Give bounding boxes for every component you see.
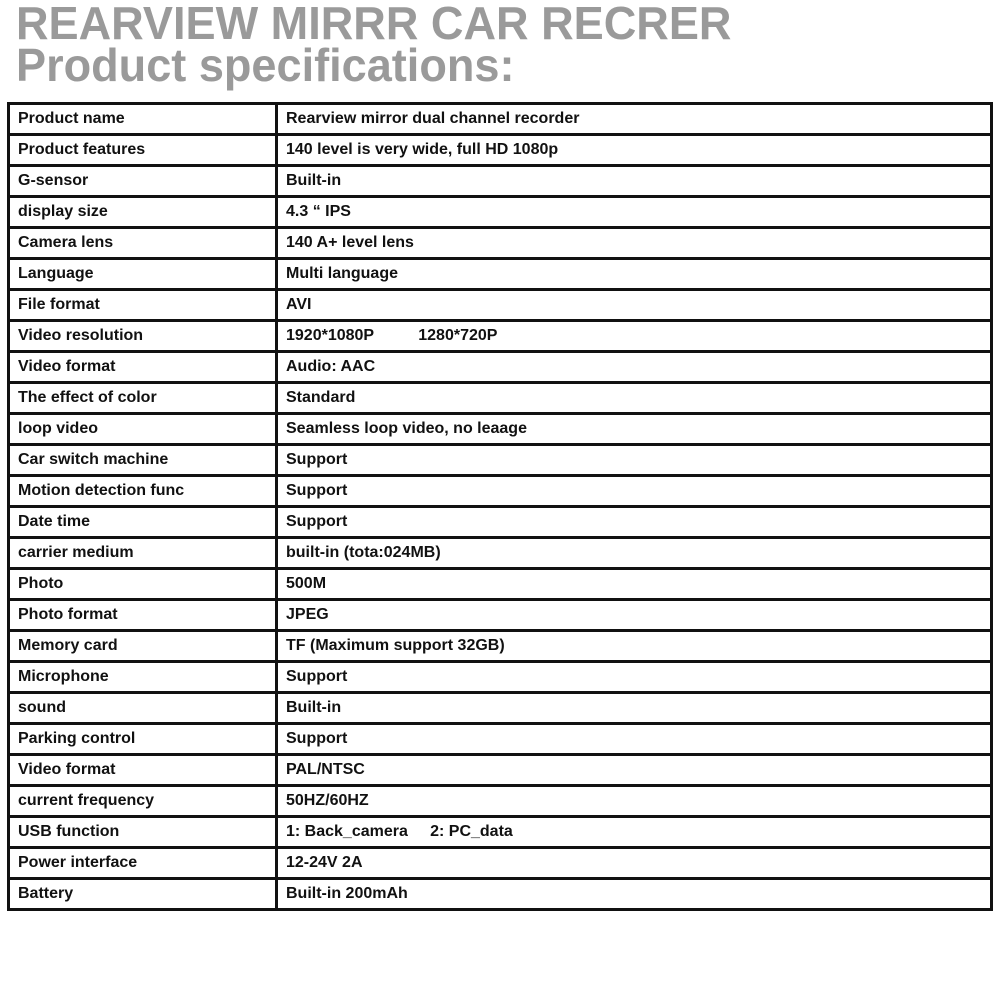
spec-row [9,569,992,600]
spec-value: Standard [277,383,992,414]
spec-value: Rearview mirror dual channel recorder [277,104,992,135]
spec-value: Support [277,445,992,476]
spec-value: 1920*1080P 1280*720P [277,321,992,352]
spec-value: Built-in [277,166,992,197]
spec-label: Car switch machine [9,445,277,476]
spec-value: Support [277,507,992,538]
spec-label: current frequency [9,786,277,817]
spec-label: Product features [9,135,277,166]
spec-value: Support [277,476,992,507]
spec-label: carrier medium [9,538,277,569]
spec-value: 140 A+ level lens [277,228,992,259]
spec-row [9,786,992,817]
spec-row [9,693,992,724]
spec-value: 1: Back_camera 2: PC_data [277,817,992,848]
spec-row [9,104,992,135]
spec-row [9,321,992,352]
spec-row [9,724,992,755]
spec-label: Photo format [9,600,277,631]
spec-row [9,631,992,662]
spec-label: Camera lens [9,228,277,259]
specs-heading: Product specifications: [16,39,515,91]
spec-row [9,135,992,166]
spec-label: Motion detection func [9,476,277,507]
spec-label: Battery [9,879,277,910]
spec-value: PAL/NTSC [277,755,992,786]
spec-label: Date time [9,507,277,538]
spec-label: display size [9,197,277,228]
spec-row [9,445,992,476]
spec-label: Memory card [9,631,277,662]
spec-row [9,848,992,879]
spec-value: built-in (tota:024MB) [277,538,992,569]
spec-value: Support [277,724,992,755]
spec-row [9,600,992,631]
product-title: REARVIEW MIRRR CAR RECRER [16,0,732,49]
spec-row [9,662,992,693]
spec-row [9,259,992,290]
spec-label: USB function [9,817,277,848]
spec-value: 140 level is very wide, full HD 1080p [277,135,992,166]
spec-value: JPEG [277,600,992,631]
spec-row [9,538,992,569]
spec-label: Photo [9,569,277,600]
spec-label: G-sensor [9,166,277,197]
spec-label: Power interface [9,848,277,879]
spec-label: Microphone [9,662,277,693]
spec-value: Built-in [277,693,992,724]
spec-row [9,197,992,228]
spec-value: Multi language [277,259,992,290]
spec-table-body [9,104,992,910]
spec-label: Video format [9,352,277,383]
spec-value: Support [277,662,992,693]
spec-row [9,817,992,848]
spec-row [9,476,992,507]
spec-value: 50HZ/60HZ [277,786,992,817]
spec-value: Built-in 200mAh [277,879,992,910]
spec-label: loop video [9,414,277,445]
spec-label: Video format [9,755,277,786]
spec-value: Seamless loop video, no leaage [277,414,992,445]
spec-value: TF (Maximum support 32GB) [277,631,992,662]
spec-value: 4.3 “ IPS [277,197,992,228]
spec-table [7,102,993,911]
spec-row [9,290,992,321]
spec-row [9,228,992,259]
spec-row [9,352,992,383]
spec-value: 500M [277,569,992,600]
spec-row [9,879,992,910]
spec-row [9,507,992,538]
spec-value: AVI [277,290,992,321]
spec-row [9,383,992,414]
spec-label: Product name [9,104,277,135]
spec-value: 12-24V 2A [277,848,992,879]
spec-label: Language [9,259,277,290]
spec-value: Audio: AAC [277,352,992,383]
spec-label: File format [9,290,277,321]
spec-label: Video resolution [9,321,277,352]
spec-label: sound [9,693,277,724]
spec-label: The effect of color [9,383,277,414]
spec-row [9,414,992,445]
spec-row [9,166,992,197]
spec-label: Parking control [9,724,277,755]
page-header [16,0,732,91]
spec-row [9,755,992,786]
